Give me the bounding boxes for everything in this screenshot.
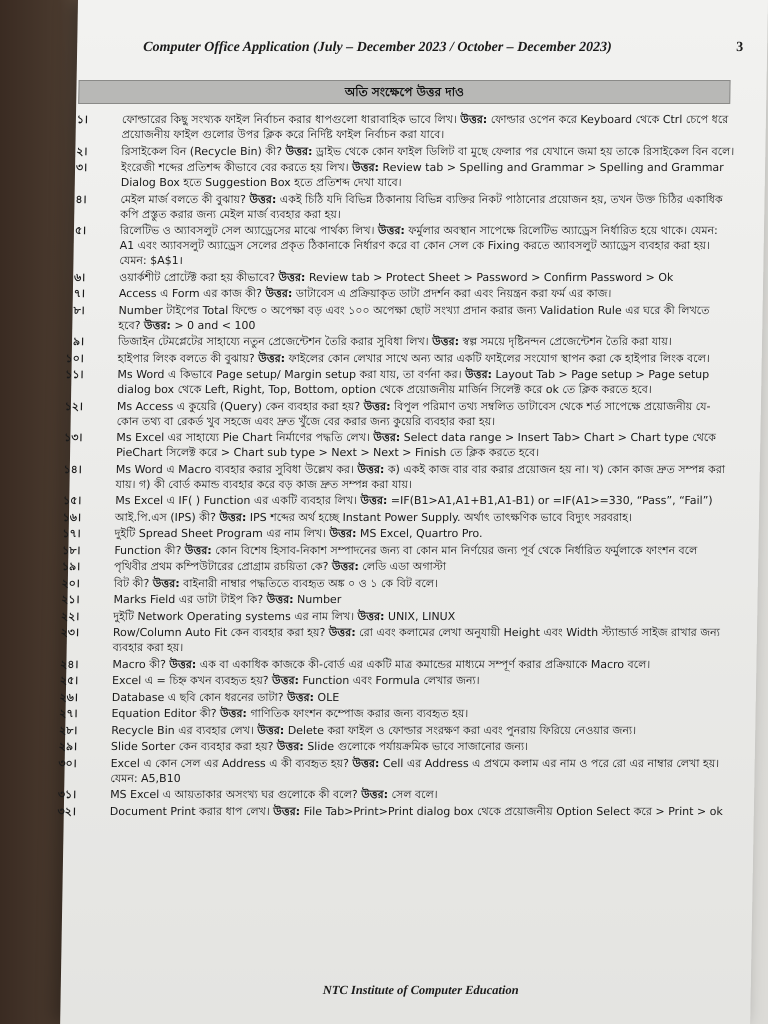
question-number: ১০। xyxy=(65,351,84,365)
question-number: ২৭। xyxy=(59,707,78,720)
question-text: ওয়ার্কশীট প্রোটেক্ট করা হয় কীভাবে? xyxy=(119,270,276,284)
answer-text: MS Excel, Quartro Pro. xyxy=(359,527,483,540)
answer-text: রো এবং কলামের লেখা অনুযায়ী Height এবং Width স্ট্যান্ডার্ড সাইজ রাখার জন্য ব্যবহার করা হয়। xyxy=(112,626,720,654)
qa-item xyxy=(63,462,730,492)
answer-text: Select data range > Insert Tab> Chart > Chart type থেকে PieChart সিলেক্ট করে > Chart sub type > Next > Next > Finish তে ক্লিক করতে হবে। xyxy=(115,431,717,459)
answer-text: ফর্মুলার অবস্থান সাপেক্ষে রিলেটিভ অ্যাড্রেস নির্ধারিত হয়ে থাকে। যেমন: A1 এবং অ্যাবসলুট অ্যাড্রেস সেলের প্রকৃত ঠিকানাকে নির্ধারণ করে বা কোন সেল কে Fixing করতে অ্যাবসলুট অ্যাড্রেস ব্যবহার করা হয়। যেমন: $A$1। xyxy=(119,224,718,267)
answer xyxy=(329,527,482,540)
answer-text: Cell এর Address এ প্রথমে কলাম এর নাম ও পরে রো এর নাম্বার লেখা হয়। যেমন: A5,B10 xyxy=(110,756,720,785)
question-number: ১৬। xyxy=(62,510,82,524)
answer-text: File Tab>Print>Print dialog box থেকে প্রয়োজনীয় Option Select করে > Print > ok xyxy=(303,804,723,818)
qa-item xyxy=(59,673,726,688)
question-number: ৪। xyxy=(75,192,87,206)
answer-label: উত্তর: xyxy=(143,318,172,332)
question-text: রিসাইকেল বিন (Recycle Bin) কী? xyxy=(121,144,283,158)
page-header xyxy=(143,40,743,56)
qa-item xyxy=(61,576,728,591)
answer-label: উত্তর: xyxy=(285,144,313,158)
question-text: দুইটি Network Operating systems এর নাম লিখ। xyxy=(113,609,355,623)
question-text: Ms Excel এ IF( ) Function এর একটি ব্যবহার লিখ। xyxy=(115,494,358,507)
answer-text: Review tab > Protect Sheet > Password > Confirm Password > Ok xyxy=(308,270,674,284)
answer-label: উত্তর: xyxy=(464,368,493,381)
answer-text: গাণিতিক ফাংশন কম্পোজ করার জন্য ব্যবহৃত হয়। xyxy=(250,707,469,720)
question-number: ২৪। xyxy=(60,657,79,671)
question-text: Document Print করার ধাপ লেখ। xyxy=(109,804,270,818)
answer-label: উত্তর: xyxy=(357,609,385,623)
answer-text: > 0 and < 100 xyxy=(174,318,256,332)
answer xyxy=(267,593,342,606)
question-number: ১৮। xyxy=(62,543,81,557)
answer-label: উত্তর: xyxy=(331,560,359,573)
question-text: ইংরেজী শব্দের প্রতিশব্দ কীভাবে বের করতে হয় লিখ। xyxy=(120,161,349,174)
answer-text: ফাইলের কোন লেখার সাথে অন্য আর একটি ফাইলের সংযোগ স্থাপন করা কে হাইপার লিংক বলে। xyxy=(288,351,710,365)
answer xyxy=(432,335,672,348)
question-number: ৫। xyxy=(74,224,87,237)
answer xyxy=(185,544,698,557)
qa-item xyxy=(58,739,725,754)
question-text: Number টাইপের Total ফিল্ডে ০ অপেক্ষা বড় এবং ১০০ অপেক্ষা ছোট সংখ্যা প্রদান করার জন্য Validation Rule এর ঘরে কী লিখতে হবে? xyxy=(118,303,710,332)
answer xyxy=(360,494,712,507)
answer xyxy=(258,352,710,365)
qa-item xyxy=(62,543,728,558)
qa-item xyxy=(61,559,728,574)
answer-label: উত্তর: xyxy=(329,527,357,540)
answer-label: উত্তর: xyxy=(271,674,300,687)
qa-item xyxy=(64,399,732,429)
question-number: ২৫। xyxy=(59,674,79,687)
qa-item xyxy=(65,367,732,397)
answer-label: উত্তর: xyxy=(357,462,385,476)
question-number: ৩২। xyxy=(57,804,76,818)
answer-label: উত্তর: xyxy=(265,287,293,300)
answer-label: উত্তর: xyxy=(286,690,315,704)
answer-label: উত্তর: xyxy=(184,543,212,557)
qa-item xyxy=(62,526,729,541)
answer xyxy=(332,560,446,573)
answer-label: উত্তর: xyxy=(258,351,286,365)
header-title: Computer Office Application (July – December 2023 / October – December 2023) xyxy=(143,40,612,55)
question-text: Ms Access এ কুয়েরি (Query) কেন ব্যবহার করা হয়? xyxy=(116,399,361,413)
answer-text: Review tab > Spelling and Grammar > Spelling and Grammar Dialog Box হতে Suggestion Box হতে প্রতিশব্দ দেখা যাবে। xyxy=(120,161,724,189)
question-text: রিলেটিভ ও অ্যাবসলুট সেল অ্যাড্রেসের মাঝে পার্থক্য লিখ। xyxy=(119,224,375,237)
question-number: ১৭। xyxy=(62,527,81,540)
question-text: Row/Column Auto Fit কেন ব্যবহার করা হয়? xyxy=(112,626,326,639)
answer xyxy=(361,788,438,801)
question-text: Excel এ কোন সেল এর Address এ কী ব্যবহৃত হয়? xyxy=(110,756,350,770)
question-text: দুইটি Spread Sheet Program এর নাম লিখ। xyxy=(114,527,327,540)
question-number: ৩। xyxy=(75,161,88,174)
answer xyxy=(273,805,723,818)
question-text: Excel এ = চিহ্ন কখন ব্যবহৃত হয়? xyxy=(112,674,269,687)
answer xyxy=(287,691,339,704)
answer-label: উত্তর: xyxy=(152,576,180,590)
qa-item xyxy=(57,804,724,819)
question-number: ১। xyxy=(76,113,89,126)
question-text: Ms Word এ Macro ব্যবহার করার সুবিধা উল্লেখ কর। xyxy=(115,462,355,476)
answer xyxy=(272,674,480,687)
answer xyxy=(257,724,636,737)
qa-item xyxy=(59,706,725,721)
answer-text: স্বল্প সময়ে দৃষ্টিনন্দন প্রেজেন্টেশন তৈরি করা যায়। xyxy=(462,335,672,348)
answer xyxy=(153,577,438,590)
question-number: ১২। xyxy=(64,399,84,413)
answer-text: Function এবং Formula লেখার জন্য। xyxy=(302,674,480,687)
answer xyxy=(277,740,528,753)
answer-label: উত্তর: xyxy=(361,788,389,801)
question-number: ৬। xyxy=(73,270,86,284)
qa-item xyxy=(65,351,732,366)
question-text: মেইল মার্জ বলতে কী বুঝায়? xyxy=(120,192,247,206)
qa-item xyxy=(75,160,736,190)
answer xyxy=(144,319,256,332)
qa-item xyxy=(73,223,734,268)
qa-item xyxy=(57,787,724,802)
answer-text: OLE xyxy=(317,690,340,704)
question-text: Marks Field এর ডাটা টাইপ কি? xyxy=(113,593,264,606)
question-text: আই.পি.এস (IPS) কী? xyxy=(114,510,217,524)
question-text: পৃথিবীর প্রথম কম্পিউটারের প্রোগ্রাম রচয়িতা কে? xyxy=(113,560,329,573)
answer-label: উত্তর: xyxy=(278,270,306,284)
page-footer: NTC Institute of Computer Education xyxy=(322,983,519,997)
qa-item xyxy=(75,144,735,159)
answer xyxy=(357,610,455,623)
qa-list xyxy=(57,112,736,820)
qa-item xyxy=(60,657,726,672)
answer-label: উত্তর: xyxy=(273,804,301,818)
question-text: হাইপার লিংক বলতে কী বুঝায়? xyxy=(117,351,255,365)
section-title: অতি সংক্ষেপে উত্তর দাও xyxy=(78,80,730,104)
question-number: ২৬। xyxy=(59,690,78,704)
question-number: ২৯। xyxy=(58,740,78,753)
question-number: ২৩। xyxy=(60,626,80,639)
answer-text: Layout Tab > Page setup > Page setup dialog box থেকে Left, Right, Top, Bottom, option থেকে প্রয়োজনীয় মার্জিন সিলেক্ট করে ok তে ক্লিক করতে হবে। xyxy=(117,368,710,396)
answer-text: Slide গুলোকে পর্যায়ক্রমিক ভাবে সাজানোর জন্য। xyxy=(307,740,529,753)
qa-item xyxy=(59,690,726,705)
document-page xyxy=(57,0,768,1024)
answer-label: উত্তর: xyxy=(276,740,304,753)
question-text: বিট কী? xyxy=(113,576,150,590)
qa-item xyxy=(72,303,733,333)
answer-label: উত্তর: xyxy=(266,593,294,606)
answer-label: উত্তর: xyxy=(219,707,248,720)
qa-item xyxy=(73,270,733,285)
qa-item xyxy=(73,286,733,301)
qa-item xyxy=(72,334,732,349)
answer xyxy=(278,271,673,284)
answer-text: IPS শব্দের অর্থ হচ্ছে Instant Power Supply. অর্থাৎ তাৎক্ষণিক ভাবে বিদ্যুৎ সরবরাহ। xyxy=(249,510,633,524)
question-number: ১৫। xyxy=(62,494,82,507)
answer-label: উত্তর: xyxy=(351,161,380,174)
question-number: ৯। xyxy=(72,335,85,348)
answer-label: উত্তর: xyxy=(352,756,380,770)
answer xyxy=(219,511,632,524)
question-number: ২। xyxy=(76,144,88,158)
question-number: ১৩। xyxy=(64,431,83,444)
answer-label: উত্তর: xyxy=(360,494,388,507)
qa-item xyxy=(58,723,725,738)
answer-text: Delete করা ফাইল ও ফোল্ডার সংরক্ষণ করা এবং পুনরায় ফিরিয়ে নেওয়ার জন্য। xyxy=(287,723,637,737)
question-text: MS Excel এ আয়তাকার অসংখ্য ঘর গুলোকে কী বলে? xyxy=(110,788,358,801)
answer-label: উত্তর: xyxy=(363,399,391,413)
answer-label: উত্তর: xyxy=(249,192,277,206)
answer-text: কোন বিশেষ হিসাব-নিকাশ সম্পাদনের জন্য বা কোন মান নির্ণয়ের জন্য পূর্ব থেকে নির্ধারিত ফর্মুলাকে ফাংশন বলে xyxy=(215,543,698,557)
question-text: Ms Word এ কিভাবে Page setup/ Margin setup করা যায়, তা বর্ণনা কর। xyxy=(117,368,462,381)
answer-label: উত্তর: xyxy=(373,431,401,444)
answer-label: উত্তর: xyxy=(169,657,197,671)
question-text: ফোল্ডারের কিছু সংখ্যক ফাইল নির্বাচন করার ধাপগুলো ধারাবাহিক ভাবে লিখ। xyxy=(121,113,457,126)
question-number: ১১। xyxy=(65,368,84,381)
question-number: ২৮। xyxy=(58,723,78,737)
question-text: ডিজাইন টেমপ্লেটের সাহায্যে নতুন প্রেজেন্টেশন তৈরি করার সুবিধা লিখ। xyxy=(117,335,429,348)
answer-text: =IF(B1>A1,A1+B1,A1-B1) or =IF(A1>=330, “Pass”, “Fail”) xyxy=(390,494,713,507)
answer xyxy=(285,145,734,158)
answer-label: উত্তর: xyxy=(219,510,247,524)
answer-label: উত্তর: xyxy=(328,626,356,639)
qa-item xyxy=(60,609,727,624)
answer xyxy=(265,287,611,300)
qa-item xyxy=(61,592,727,607)
question-number: ৭। xyxy=(73,287,85,300)
answer-text: UNIX, LINUX xyxy=(387,609,456,623)
answer-text: Number xyxy=(296,593,342,606)
answer-label: উত্তর: xyxy=(257,723,285,737)
qa-item xyxy=(60,625,728,655)
answer-label: উত্তর: xyxy=(377,224,405,237)
answer-text: এক বা একাধিক কাজকে কী-বোর্ড এর একটি মাত্র কমান্ডের মাধ্যমে সম্পূর্ণ করার প্রক্রিয়াকে Macro বলে। xyxy=(199,657,651,671)
qa-item xyxy=(74,192,735,222)
question-text: Slide Sorter কেন ব্যবহার করা হয়? xyxy=(110,740,274,753)
qa-item xyxy=(62,510,729,525)
question-text: Equation Editor কী? xyxy=(111,707,217,720)
answer-text: একই চিঠি যদি বিভিন্ন ঠিকানায় বিভিন্ন ব্যক্তির নিকট পাঠানোর প্রয়োজন হয়, তখন উক্ত চিঠির একাধিক কপি প্রস্তুত করার জন্য মেইল মার্জ ব্যবহার করা হয়। xyxy=(120,192,723,221)
question-text: Recycle Bin এর ব্যবহার লেখ। xyxy=(111,723,254,737)
qa-item xyxy=(62,493,729,508)
question-text: Ms Excel এর সাহায্যে Pie Chart নির্মাণের পদ্ধতি লেখ। xyxy=(116,431,370,444)
answer-text: লেডি এডা অগাস্টা xyxy=(362,560,447,573)
question-number: ২১। xyxy=(61,593,80,606)
answer-text: ড্রাইভ থেকে কোন ফাইল ডিলিট বা মুছে ফেলার পর যেখানে জমা হয় তাকে রিসাইকেল বিন বলে। xyxy=(315,144,735,158)
question-number: ১৯। xyxy=(61,560,81,573)
qa-item xyxy=(76,112,737,142)
answer-label: উত্তর: xyxy=(432,335,460,348)
question-number: ২২। xyxy=(60,609,80,623)
answer xyxy=(220,707,469,720)
question-number: ১৪। xyxy=(63,462,82,476)
answer-text: ডাটাবেস এ প্রক্রিয়াকৃত ডাটা প্রদর্শন করা এবং নিয়ন্ত্রন করা ফর্ম এর কাজ। xyxy=(295,287,612,300)
answer xyxy=(169,658,650,671)
question-number: ২০। xyxy=(61,576,80,590)
answer-label: উত্তর: xyxy=(460,113,488,126)
qa-item xyxy=(58,756,725,786)
question-number: ৩০। xyxy=(58,756,77,770)
qa-item xyxy=(64,430,731,460)
question-number: ৩১। xyxy=(57,788,77,801)
question-text: Access এ Form এর কাজ কী? xyxy=(118,287,263,300)
answer-text: ফোল্ডার ওপেন করে Keyboard থেকে Ctrl চেপে ধরে প্রয়োজনীয় ফাইল গুলোর উপর ক্লিক করে নির্দিষ্ট ফাইল নির্বাচন করা যাবে। xyxy=(121,113,729,141)
answer-text: বাইনারী নাম্বার পদ্ধতিতে ব্যবহৃত অঙ্ক ০ ও ১ কে বিট বলে। xyxy=(183,576,439,590)
question-text: Database এ ছবি কোন ধরনের ডাটা? xyxy=(111,690,284,704)
question-text: Macro কী? xyxy=(112,657,166,671)
answer-text: সেল বলে। xyxy=(391,788,438,801)
answer-text: ক) একই কাজ বার বার করার প্রয়োজন হয় না। খ) কোন কাজ দ্রুত সম্পন্ন করা যায়। গ) কী বোর্ড কমান্ড ব্যবহার করে বড় কাজ দ্রুত সম্পন্ন করা যায়। xyxy=(115,462,726,491)
question-text: Function কী? xyxy=(114,543,182,557)
question-number: ৮। xyxy=(73,303,85,317)
page-number: 3 xyxy=(736,40,744,55)
answer-text: বিপুল পরিমাণ তথ্য সম্বলিত ডাটাবেস থেকে শর্ত সাপেক্ষে প্রয়োজনীয় যে-কোন তথ্য বা রেকর্ড খুব সহজে এবং দ্রুত খুঁজে বের করার জন্য কুয়েরি ব্যবহার করা হয়। xyxy=(116,399,711,428)
